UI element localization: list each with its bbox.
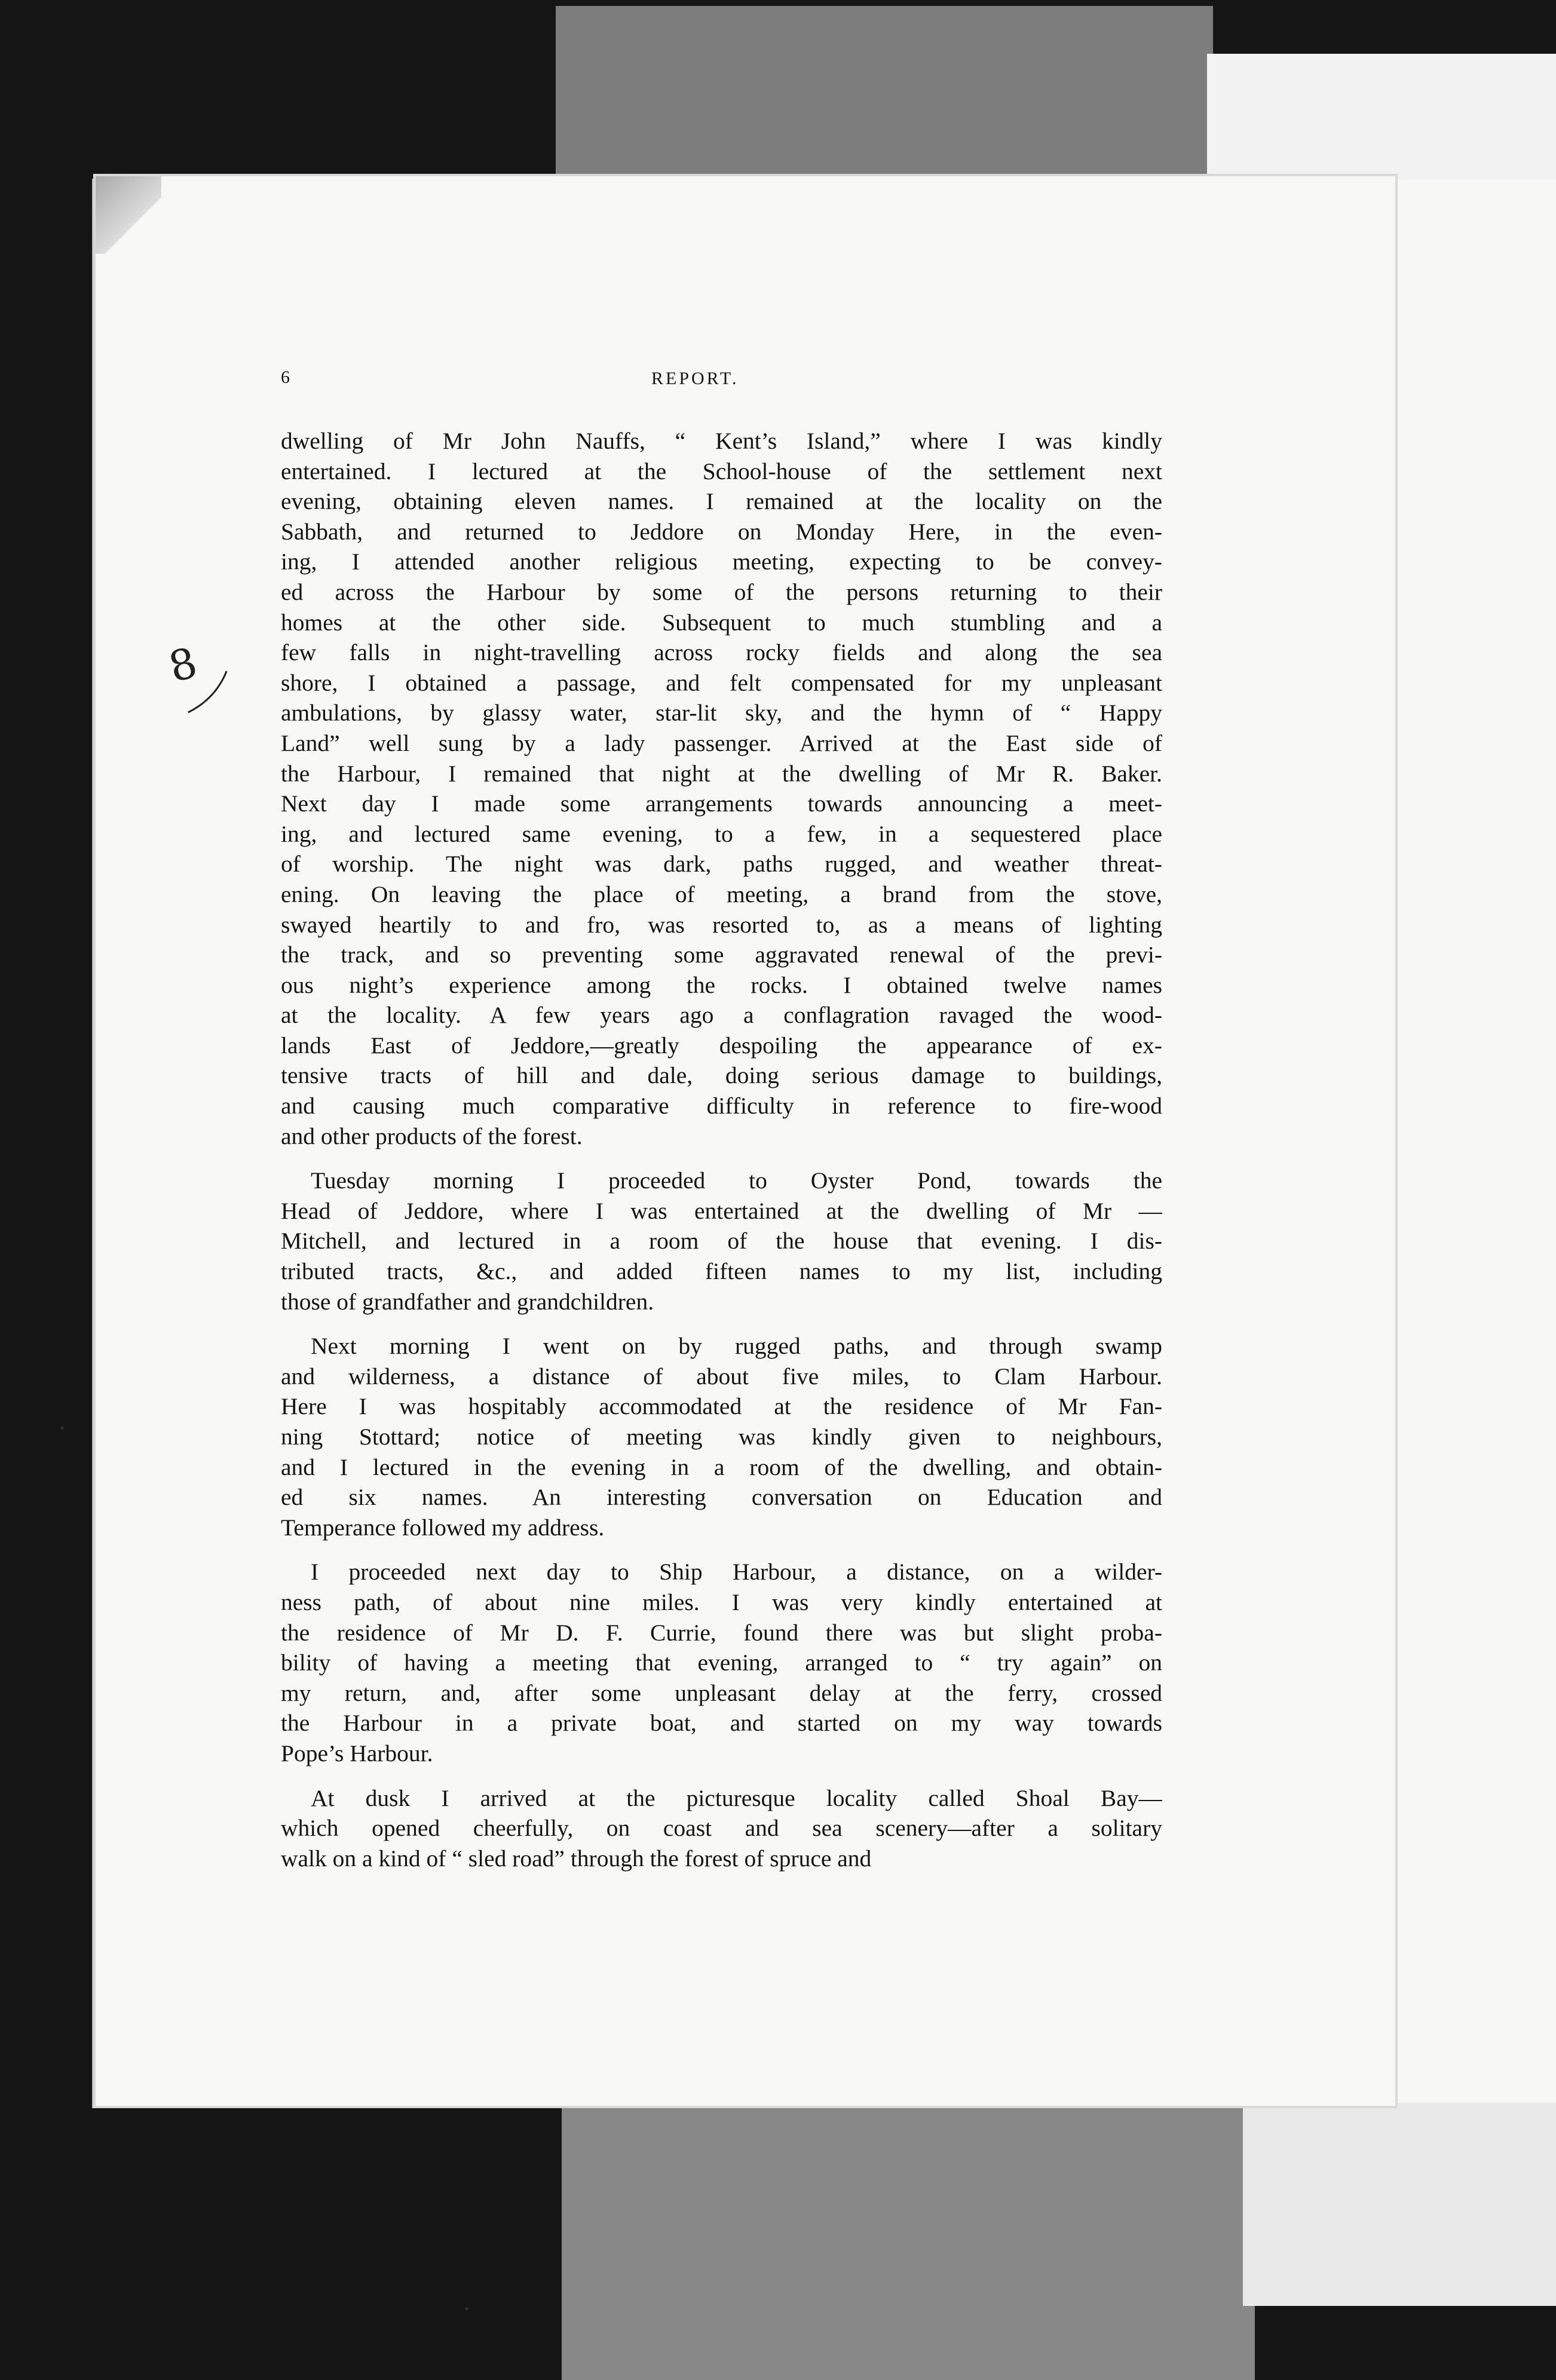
text-line: ambulations, by glassy water, star-lit sky, and the hymn of “ Happy bbox=[281, 700, 1162, 726]
paragraph-gap bbox=[281, 1151, 1162, 1166]
text-line: Pope’s Harbour. bbox=[281, 1740, 433, 1766]
text-line: tensive tracts of hill and dale, doing serious damage to buildings, bbox=[281, 1062, 1162, 1089]
text-line: the Harbour in a private boat, and started on my way towards bbox=[281, 1710, 1162, 1737]
text-line: At dusk I arrived at the picturesque locality called Shoal Bay— bbox=[311, 1784, 1162, 1811]
text-line: the Harbour, I remained that night at the dwelling of Mr R. Baker. bbox=[281, 760, 1162, 787]
text-line: I proceeded next day to Ship Harbour, a distance, on a wilder- bbox=[311, 1559, 1162, 1585]
text-line: lands East of Jeddore,—greatly despoiling the appearance of ex- bbox=[281, 1032, 1162, 1059]
paragraph bbox=[281, 1557, 1162, 1768]
text-line: which opened cheerfully, on coast and sea scenery—after a solitary bbox=[281, 1815, 1162, 1842]
text-line: few falls in night-travelling across rocky fields and along the sea bbox=[281, 639, 1162, 666]
text-line: ed across the Harbour by some of the persons returning to their bbox=[281, 578, 1162, 605]
text-line: and wilderness, a distance of about five miles, to Clam Harbour. bbox=[281, 1363, 1162, 1390]
running-head bbox=[281, 367, 1162, 403]
paragraph bbox=[281, 1166, 1162, 1317]
page-number: 6 bbox=[281, 367, 290, 387]
adjacent-sheet-top bbox=[1207, 54, 1556, 191]
margin-annotation-text: 8 bbox=[164, 637, 203, 692]
text-line: and other products of the forest. bbox=[281, 1122, 583, 1149]
text-line: homes at the other side. Subsequent to much stumbling and a bbox=[281, 609, 1162, 636]
text-line: ing, I attended another religious meeting, expecting to be convey- bbox=[281, 548, 1162, 575]
running-head-title: REPORT. bbox=[651, 369, 739, 388]
text-line: the track, and so preventing some aggravated renewal of the previ- bbox=[281, 941, 1162, 968]
backing-board-bottom bbox=[562, 2091, 1255, 2380]
text-line: bility of having a meeting that evening, arranged to “ try again” on bbox=[281, 1649, 1162, 1676]
paragraph bbox=[281, 426, 1162, 1151]
text-line: ing, and lectured same evening, to a few, in a sequestered place bbox=[281, 820, 1162, 847]
text-line: Next day I made some arrangements towards announcing a meet- bbox=[281, 790, 1162, 817]
text-line: tributed tracts, &c., and added fifteen names to my list, including bbox=[281, 1258, 1162, 1285]
text-line: entertained. I lectured at the School-house of the settlement next bbox=[281, 458, 1162, 484]
text-line: Land” well sung by a lady passenger. Arrived at the East side of bbox=[281, 729, 1162, 756]
text-line: ning Stottard; notice of meeting was kindly given to neighbours, bbox=[281, 1424, 1162, 1450]
paragraph bbox=[281, 1331, 1162, 1542]
paragraph-gap bbox=[281, 1542, 1162, 1557]
page-corner-fold bbox=[96, 176, 161, 254]
text-line: the residence of Mr D. F. Currie, found there was but slight proba- bbox=[281, 1619, 1162, 1646]
text-line: evening, obtaining eleven names. I remained at the locality on the bbox=[281, 488, 1162, 515]
text-line: Temperance followed my address. bbox=[281, 1514, 605, 1541]
text-line: ous night’s experience among the rocks. I obtained twelve names bbox=[281, 971, 1162, 998]
text-line: ness path, of about nine miles. I was very kindly entertained at bbox=[281, 1588, 1162, 1615]
paragraph-gap bbox=[281, 1769, 1162, 1783]
text-line: Mitchell, and lectured in a room of the house that evening. I dis- bbox=[281, 1228, 1162, 1255]
paragraph bbox=[281, 1783, 1162, 1874]
text-line: those of grandfather and grandchildren. bbox=[281, 1288, 654, 1315]
text-line: swayed heartily to and fro, was resorted to, as a means of lighting bbox=[281, 911, 1162, 938]
text-line: and causing much comparative difficulty in reference to fire-wood bbox=[281, 1093, 1162, 1120]
body-paragraphs bbox=[281, 426, 1162, 1873]
text-line: ening. On leaving the place of meeting, a brand from the stove, bbox=[281, 881, 1162, 907]
adjacent-sheet-bottom bbox=[1243, 2103, 1556, 2306]
text-line: walk on a kind of “ sled road” through the forest of spruce and bbox=[281, 1845, 872, 1872]
text-line: of worship. The night was dark, paths rugged, and weather threat- bbox=[281, 851, 1162, 878]
text-line: at the locality. A few years ago a conflagration ravaged the wood- bbox=[281, 1002, 1162, 1029]
text-line: Head of Jeddore, where I was entertained at the dwelling of Mr — bbox=[281, 1197, 1162, 1224]
facing-page-edge bbox=[1392, 179, 1556, 2103]
text-line: my return, and, after some unpleasant delay at the ferry, crossed bbox=[281, 1679, 1162, 1706]
text-line: dwelling of Mr John Nauffs, “ Kent’s Island,” where I was kindly bbox=[281, 428, 1162, 454]
paragraph-gap bbox=[281, 1317, 1162, 1331]
text-line: and I lectured in the evening in a room of the dwelling, and obtain- bbox=[281, 1453, 1162, 1480]
text-line: ed six names. An interesting conversation on Education and bbox=[281, 1484, 1162, 1511]
backing-board-top bbox=[556, 6, 1213, 185]
text-line: shore, I obtained a passage, and felt compensated for my unpleasant bbox=[281, 669, 1162, 696]
text-line: Tuesday morning I proceeded to Oyster Pond, towards the bbox=[311, 1167, 1162, 1194]
page-text bbox=[281, 367, 1162, 1873]
text-line: Sabbath, and returned to Jeddore on Monday Here, in the even- bbox=[281, 518, 1162, 545]
text-line: Here I was hospitably accommodated at the residence of Mr Fan- bbox=[281, 1393, 1162, 1420]
text-line: Next morning I went on by rugged paths, and through swamp bbox=[311, 1333, 1162, 1360]
